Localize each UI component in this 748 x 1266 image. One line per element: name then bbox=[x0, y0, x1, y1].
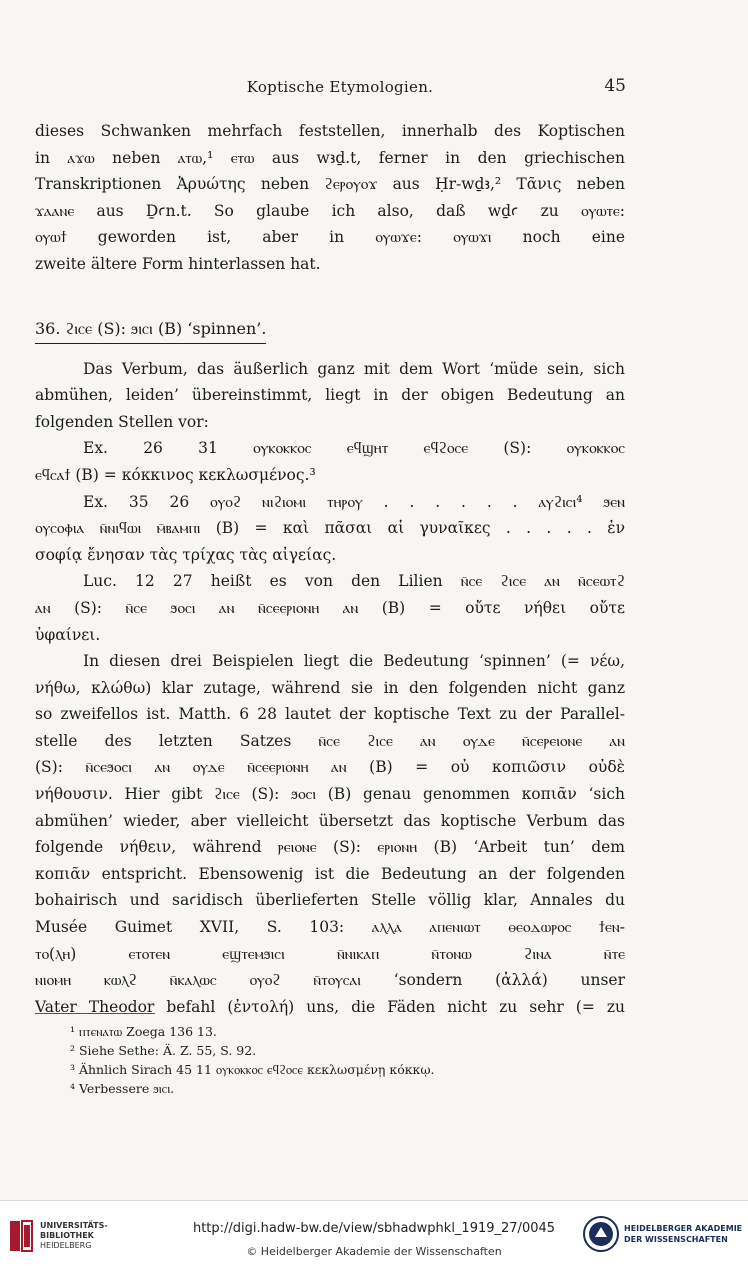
example-exodus-35 bbox=[35, 489, 625, 569]
text-line: Ex. 26 31 ⲟⲩⲕⲟⲕⲕⲟⲥ ⲉϥϣⲏⲧ ⲉϥϩⲟⲥⲉ (S): ⲟⲩⲕⲟⲕⲕⲟⲥ bbox=[83, 439, 625, 458]
text-line: κοπιᾶν entspricht. Ebensowenig ist die Bedeutung an der folgenden bbox=[35, 864, 625, 883]
footnotes bbox=[70, 1022, 630, 1098]
text-line: Transkriptionen Ἀρυώτης neben ϩⲉⲣⲟⲩⲟϫ aus Ḥr-wḏꜣ,² Τᾶνις neben bbox=[35, 175, 625, 194]
university-library-name: UNIVERSITÄTS- BIBLIOTHEK HEIDELBERG bbox=[40, 1221, 108, 1250]
text-line: dieses Schwanken mehrfach feststellen, innerhalb des Koptischen bbox=[35, 122, 625, 140]
text-line: νήθουσιν. Hier gibt ϩⲓⲥⲉ (S): ϧⲟⲥⲓ (B) genau genommen κοπιᾶν ‘sich bbox=[35, 785, 625, 804]
footnote-3: ³ Ähnlich Sirach 45 11 ⲟⲩⲕⲟⲕⲕⲟⲥ ⲉϥϩⲟⲥⲉ κεκλωσμένῃ κόκκῳ. bbox=[70, 1062, 435, 1077]
text-line: Luc. 12 27 heißt es von den Lilien ⲛ̄ⲥⲉ ϩⲓⲥⲉ ⲁⲛ ⲛ̄ⲥⲉⲱⲧϩ bbox=[83, 572, 625, 591]
viewer-footer bbox=[0, 1200, 748, 1266]
footnote-1: ¹ ⲡⲧⲉⲛⲁⲧⲱ Zoega 136 13. bbox=[70, 1024, 217, 1039]
page-number: 45 bbox=[604, 76, 626, 96]
text-line: Ex. 35 26 ⲟⲩⲟϩ ⲛⲓϩⲓⲟⲙⲓ ⲧⲏⲣⲟⲩ . . . . . . ⲁⲩϩⲓⲥⲓ⁴ ϧⲉⲛ bbox=[83, 492, 625, 511]
running-title: Koptische Etymologien. bbox=[246, 78, 434, 96]
text-line: folgende νήθειν, während ⲣⲉⲓⲟⲛⲉ (S): ⲉⲣⲓⲟⲛⲏ (B) ‘Arbeit tun’ dem bbox=[35, 838, 625, 857]
text-line: ⲟⲩⲥⲟⲫⲓⲁ ⲛ̄ⲛⲓϥⲱⲓ ⲙ̄ⲃⲁⲙⲡⲓ (B) = καὶ πᾶσαι αἱ γυναῖκες . . . . . ἐν bbox=[35, 519, 625, 538]
example-exodus-26 bbox=[35, 435, 625, 488]
text-line: In diesen drei Beispielen liegt die Bedeutung ‘spinnen’ (= νέω, bbox=[83, 652, 625, 671]
paragraph-3 bbox=[35, 648, 625, 1020]
text-line: so zweifellos ist. Matth. 6 28 lautet der koptische Text zu der Parallel- bbox=[35, 705, 625, 724]
text-line: ⲁⲛ (S): ⲛ̄ⲥⲉ ϧⲟⲥⲓ ⲁⲛ ⲛ̄ⲥⲉⲉⲣⲓⲟⲛⲏ ⲁⲛ (B) = οὔτε νήθει οὔτε bbox=[35, 598, 625, 617]
text-line: ⲉϥⲥⲁϯ (B) = κόκκινος κεκλωσμένος.³ bbox=[35, 465, 316, 484]
text-line: (S): ⲛ̄ⲥⲉϧⲟⲥⲓ ⲁⲛ ⲟⲩⲇⲉ ⲛ̄ⲥⲉⲉⲣⲓⲟⲛⲏ ⲁⲛ (B) = οὐ κοπιῶσιν οὐδὲ bbox=[35, 758, 625, 777]
text-line: ⲧⲟ(ⲗⲏ) ⲉⲧⲟⲧⲉⲛ ⲉϣⲧⲉⲙϧⲓⲥⲓ ⲛ̄ⲛⲓⲕⲁⲡ ⲛ̄ⲧⲟⲛⲱ ϩⲓⲛⲁ ⲛ̄ⲧⲉ bbox=[35, 944, 625, 963]
text-line: ⲛⲓⲟⲙⲏ ⲕⲱⲗϩ ⲛ̄ⲕⲁⲗⲱⲥ ⲟⲩⲟϩ ⲛ̄ⲧⲟⲩⲥⲁⲓ ‘sondern (ἀλλά) unser bbox=[35, 971, 625, 990]
paragraph-1 bbox=[35, 118, 625, 278]
academy-seal-icon[interactable] bbox=[582, 1213, 620, 1255]
text-line: abmühen, leiden’ übereinstimmt, liegt in der obigen Bedeutung an bbox=[35, 386, 625, 405]
page-header bbox=[0, 78, 748, 102]
text-line: ⲟⲩⲱϯ geworden ist, aber in ⲟⲩⲱϫⲉ: ⲟⲩⲱϫⲓ noch eine bbox=[35, 228, 625, 247]
text-line: folgenden Stellen vor: bbox=[35, 412, 209, 431]
footnote-4: ⁴ Verbessere ϧⲓⲥⲓ. bbox=[70, 1081, 175, 1096]
copyright-text: © Heidelberger Akademie der Wissenschaften bbox=[246, 1245, 502, 1258]
text-line: in ⲁϫⲱ neben ⲁⲧⲱ,¹ ⲉⲧⲱ aus wꜣḏ.t, ferner in den griechischen bbox=[35, 148, 625, 167]
text-line: bohairisch und saꜥidisch überlieferten Stelle völlig klar, Annales du bbox=[35, 891, 625, 910]
text-line: stelle des letzten Satzes ⲛ̄ⲥⲉ ϩⲓⲥⲉ ⲁⲛ ⲟⲩⲇⲉ ⲛ̄ⲥⲉⲣⲉⲓⲟⲛⲉ ⲁⲛ bbox=[35, 731, 625, 750]
academy-name: HEIDELBERGER AKADEMIE DER WISSENSCHAFTEN bbox=[624, 1224, 743, 1244]
footnote-divider bbox=[35, 1013, 155, 1014]
text-line: Das Verbum, das äußerlich ganz mit dem Wort ‘müde sein, sich bbox=[83, 359, 625, 378]
text-line: zweite ältere Form hinterlassen hat. bbox=[35, 254, 321, 273]
section-heading: 36. ϩⲓⲥⲉ (S): ϧⲓⲥⲓ (B) ‘spinnen’. bbox=[35, 316, 266, 344]
text-line: abmühen’ wieder, aber vielleicht übersetzt das koptische Verbum das bbox=[35, 811, 625, 830]
text-line: Vater Theodor befahl (ἐντολή) uns, die Fäden nicht zu sehr (= zu bbox=[35, 997, 625, 1016]
text-line: νήθω, κλώθω) klar zutage, während sie in den folgenden nicht ganz bbox=[35, 678, 625, 697]
text-line: ὑφαίνει. bbox=[35, 625, 101, 644]
example-luke-12 bbox=[35, 568, 625, 648]
page-body bbox=[35, 118, 625, 1020]
document-url-link[interactable]: http://digi.hadw-bw.de/view/sbhadwphkl_1919_27/0045 bbox=[192, 1221, 556, 1236]
text-line: Musée Guimet XVII, S. 103: ⲁⲗⲗⲁ ⲁⲡⲉⲛⲓⲱⲧ ⲑⲉⲟⲇⲱⲣⲟⲥ ϯⲉⲛ- bbox=[35, 918, 625, 937]
footnote-2: ² Siehe Sethe: Ä. Z. 55, S. 92. bbox=[70, 1043, 257, 1058]
text-line: ϫⲁⲁⲛⲉ aus Ḏꜥn.t. So glaube ich also, daß wḏꜥ zu ⲟⲩⲱⲧⲉ: bbox=[35, 201, 625, 220]
text-line: σοφίᾳ ἔνησαν τὰς τρίχας τὰς αἰγείας. bbox=[35, 545, 337, 564]
paragraph-2 bbox=[35, 356, 625, 436]
